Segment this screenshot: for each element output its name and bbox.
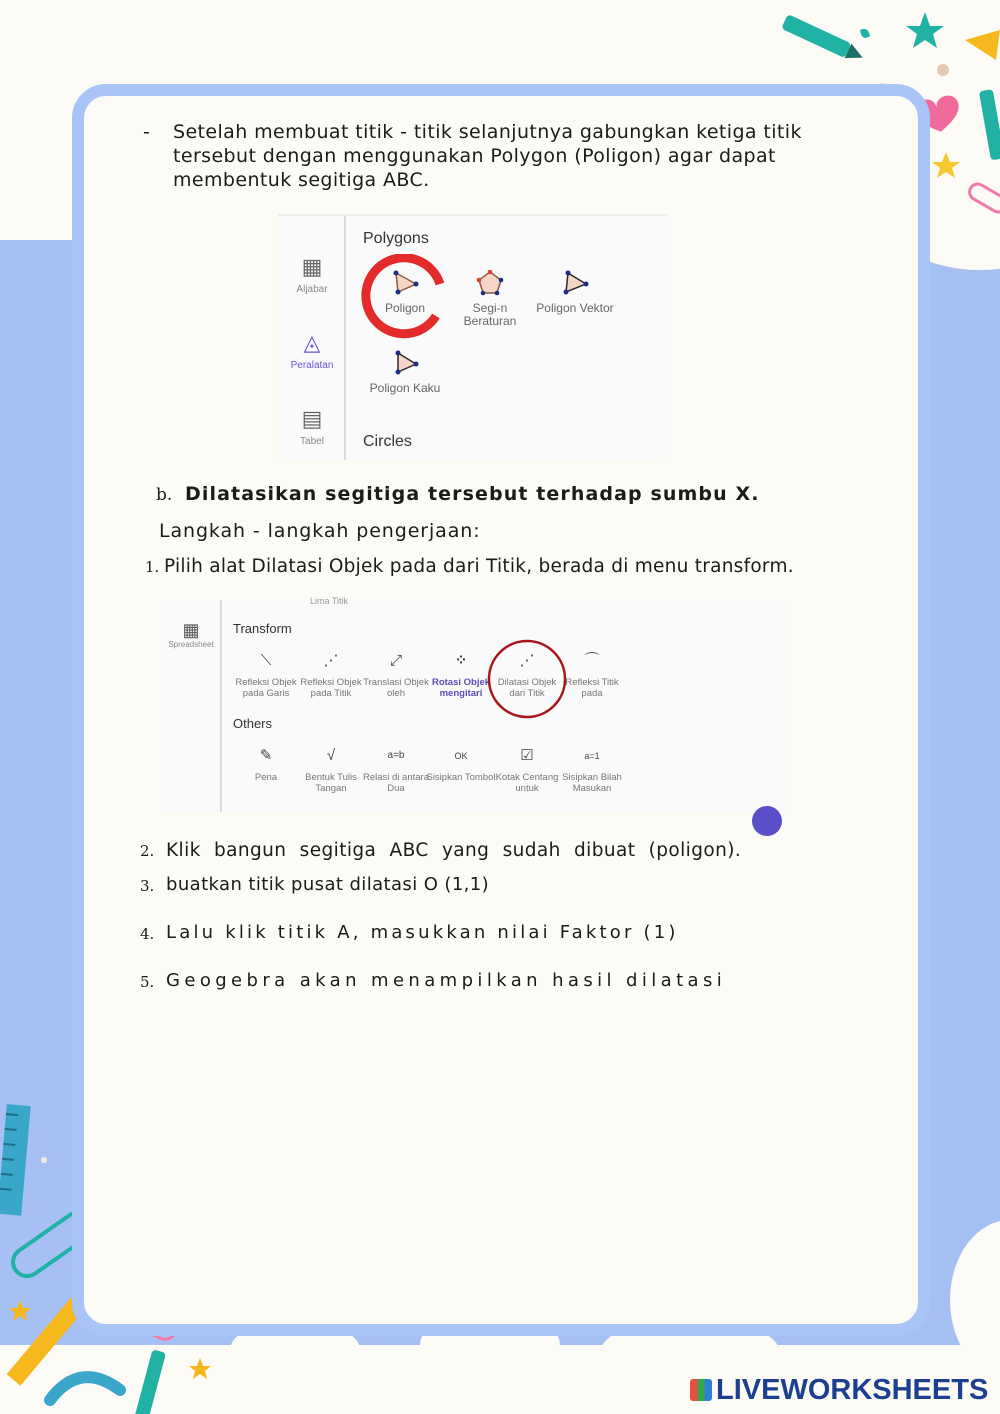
paperclip-icon: [967, 181, 1000, 215]
tool-pena: [231, 745, 301, 783]
rotate-icon: ⁘: [454, 652, 468, 669]
part-b-heading: [185, 482, 760, 506]
star-icon: [932, 152, 960, 178]
tool-label: Pena: [254, 772, 278, 783]
step-number: 2.: [140, 842, 155, 860]
button-icon: OK: [454, 751, 468, 761]
highlight-circle: [360, 254, 448, 342]
tool-poligon-vektor: [530, 270, 620, 315]
step-text: Lalu klik titik A, masukkan nilai Faktor (1): [166, 922, 679, 943]
calculator-icon: ▦: [301, 254, 323, 279]
transform-section-title: Transform: [233, 621, 292, 636]
tool-label: Sisipkan Tombol: [426, 772, 496, 783]
regular-polygon-icon: [475, 270, 505, 296]
tool-relasi: [361, 745, 431, 794]
tool-refleksi-garis: [231, 650, 301, 699]
step-text: Pilih alat Dilatasi Objek pada dari Titik, berada di menu transform.: [164, 556, 794, 577]
steps-title: Langkah - langkah pengerjaan:: [159, 520, 481, 542]
rigid-polygon-icon: [390, 350, 420, 376]
sidebar-item-peralatan: [278, 332, 346, 371]
tool-label: Segi-n Beraturan: [463, 301, 517, 328]
tool-label: Poligon Vektor: [536, 301, 614, 315]
polygon-tools-screenshot: [278, 214, 668, 460]
star-icon: [189, 1358, 211, 1379]
tool-sidebar: [160, 600, 222, 812]
star-icon: [9, 1300, 31, 1321]
tool-refleksi-titik: [296, 650, 366, 699]
star-icon: [906, 12, 944, 48]
others-section-title: Others: [233, 716, 273, 731]
tool-sisipkan-bilah: [557, 745, 627, 794]
tool-sisipkan-tombol: [426, 745, 496, 783]
tool-label: Translasi Objek oleh: [363, 677, 429, 699]
tool-label: Bentuk Tulis Tangan: [305, 772, 357, 794]
tool-kotak-centang: [492, 745, 562, 794]
part-b-marker: b.: [156, 485, 173, 505]
polygons-section-title: Polygons: [363, 230, 429, 247]
floating-button-edge: [752, 806, 782, 836]
vector-polygon-icon: [560, 270, 590, 296]
shapes-icon: ◬: [303, 330, 321, 355]
sidebar-item-label: Peralatan: [290, 360, 334, 371]
tool-label: Refleksi Titik pada: [565, 677, 619, 699]
tool-translasi: [361, 650, 431, 699]
intro-line: membentuk segitiga ABC.: [173, 169, 430, 191]
dot-icon: [41, 1157, 47, 1163]
input-box-icon: a=1: [584, 751, 600, 761]
reflect-line-icon: ⟍: [260, 652, 272, 669]
step-text: buatkan titik pusat dilatasi O (1,1): [166, 874, 490, 895]
sidebar-item-spreadsheet: [160, 620, 222, 649]
reflect-curve-icon: ⌒: [584, 652, 600, 669]
tool-label: Poligon Kaku: [369, 381, 441, 395]
part-b-heading-text: Dilatasikan segitiga tersebut terhadap sumbu X.: [185, 483, 760, 505]
crayon-icon: [979, 89, 1000, 160]
spreadsheet-icon: ▦: [182, 620, 200, 640]
intro-line: Setelah membuat titik - titik selanjutnya gabungkan ketiga titik: [173, 121, 802, 143]
tool-label: Refleksi Objek pada Garis: [235, 677, 297, 699]
tool-label: Sisipkan Bilah Masukan: [562, 772, 622, 794]
logo-text: LIVEWORKSHEETS: [716, 1374, 989, 1406]
tool-label: Relasi di antara Dua: [362, 772, 429, 794]
table-icon: ▤: [301, 406, 323, 431]
sidebar-item-label: Aljabar: [296, 284, 328, 295]
step-number: 1.: [145, 558, 160, 576]
tool-label: Poligon: [384, 301, 426, 315]
sidebar-item-tabel: [278, 408, 346, 447]
translate-icon: ⤢: [389, 652, 402, 669]
sidebar-item-label: Tabel: [300, 436, 324, 447]
triangle-icon: [965, 30, 1000, 60]
dilation-highlight-circle: [486, 638, 568, 720]
tool-label: Dilatasi Objek dari Titik: [497, 677, 557, 699]
step-text: Geogebra akan menampilkan hasil dilatasi: [166, 970, 727, 991]
liveworksheets-logo: [690, 1374, 988, 1407]
leaf-icon: [860, 29, 870, 38]
intro-line: tersebut dengan menggunakan Polygon (Poligon) agar dapat: [173, 145, 776, 167]
step-text: Klik bangun segitiga ABC yang sudah dibuat (poligon).: [166, 840, 742, 861]
tool-bentuk-tulis: [296, 745, 366, 794]
transform-tools-screenshot: [160, 596, 788, 812]
relation-icon: a=b: [387, 750, 405, 761]
step-number: 3.: [140, 877, 155, 895]
tool-label: Refleksi Objek pada Titik: [300, 677, 362, 699]
step-number: 4.: [140, 925, 155, 943]
sidebar-item-label: Spreadsheet: [168, 640, 214, 649]
ruler-icon: [0, 1104, 31, 1216]
tool-segi-n-beraturan: [445, 270, 535, 328]
dot-icon: [937, 64, 949, 76]
step-number: 5.: [140, 973, 155, 991]
sidebar-item-aljabar: [278, 256, 346, 295]
circles-section-title: Circles: [363, 433, 412, 450]
crayon-icon: [50, 1377, 120, 1400]
intro-bullet: -: [143, 121, 151, 143]
checkbox-icon: ☑: [520, 747, 534, 764]
crayon-icon: [781, 14, 866, 65]
tool-label: Kotak Centang untuk: [495, 772, 559, 794]
pen-icon: ✎: [259, 747, 273, 764]
crayon-icon: [135, 1349, 167, 1414]
dilate-icon: ⋰: [519, 652, 535, 669]
tool-label: Rotasi Objek mengitari: [431, 677, 491, 699]
freehand-icon: √: [326, 747, 336, 764]
tool-sidebar: [278, 216, 346, 460]
reflect-point-icon: ⋰: [323, 652, 339, 669]
tool-poligon-kaku: [360, 350, 450, 395]
cut-off-label: Lima Titik: [310, 596, 349, 606]
liveworksheets-logo-icon: [690, 1379, 712, 1401]
